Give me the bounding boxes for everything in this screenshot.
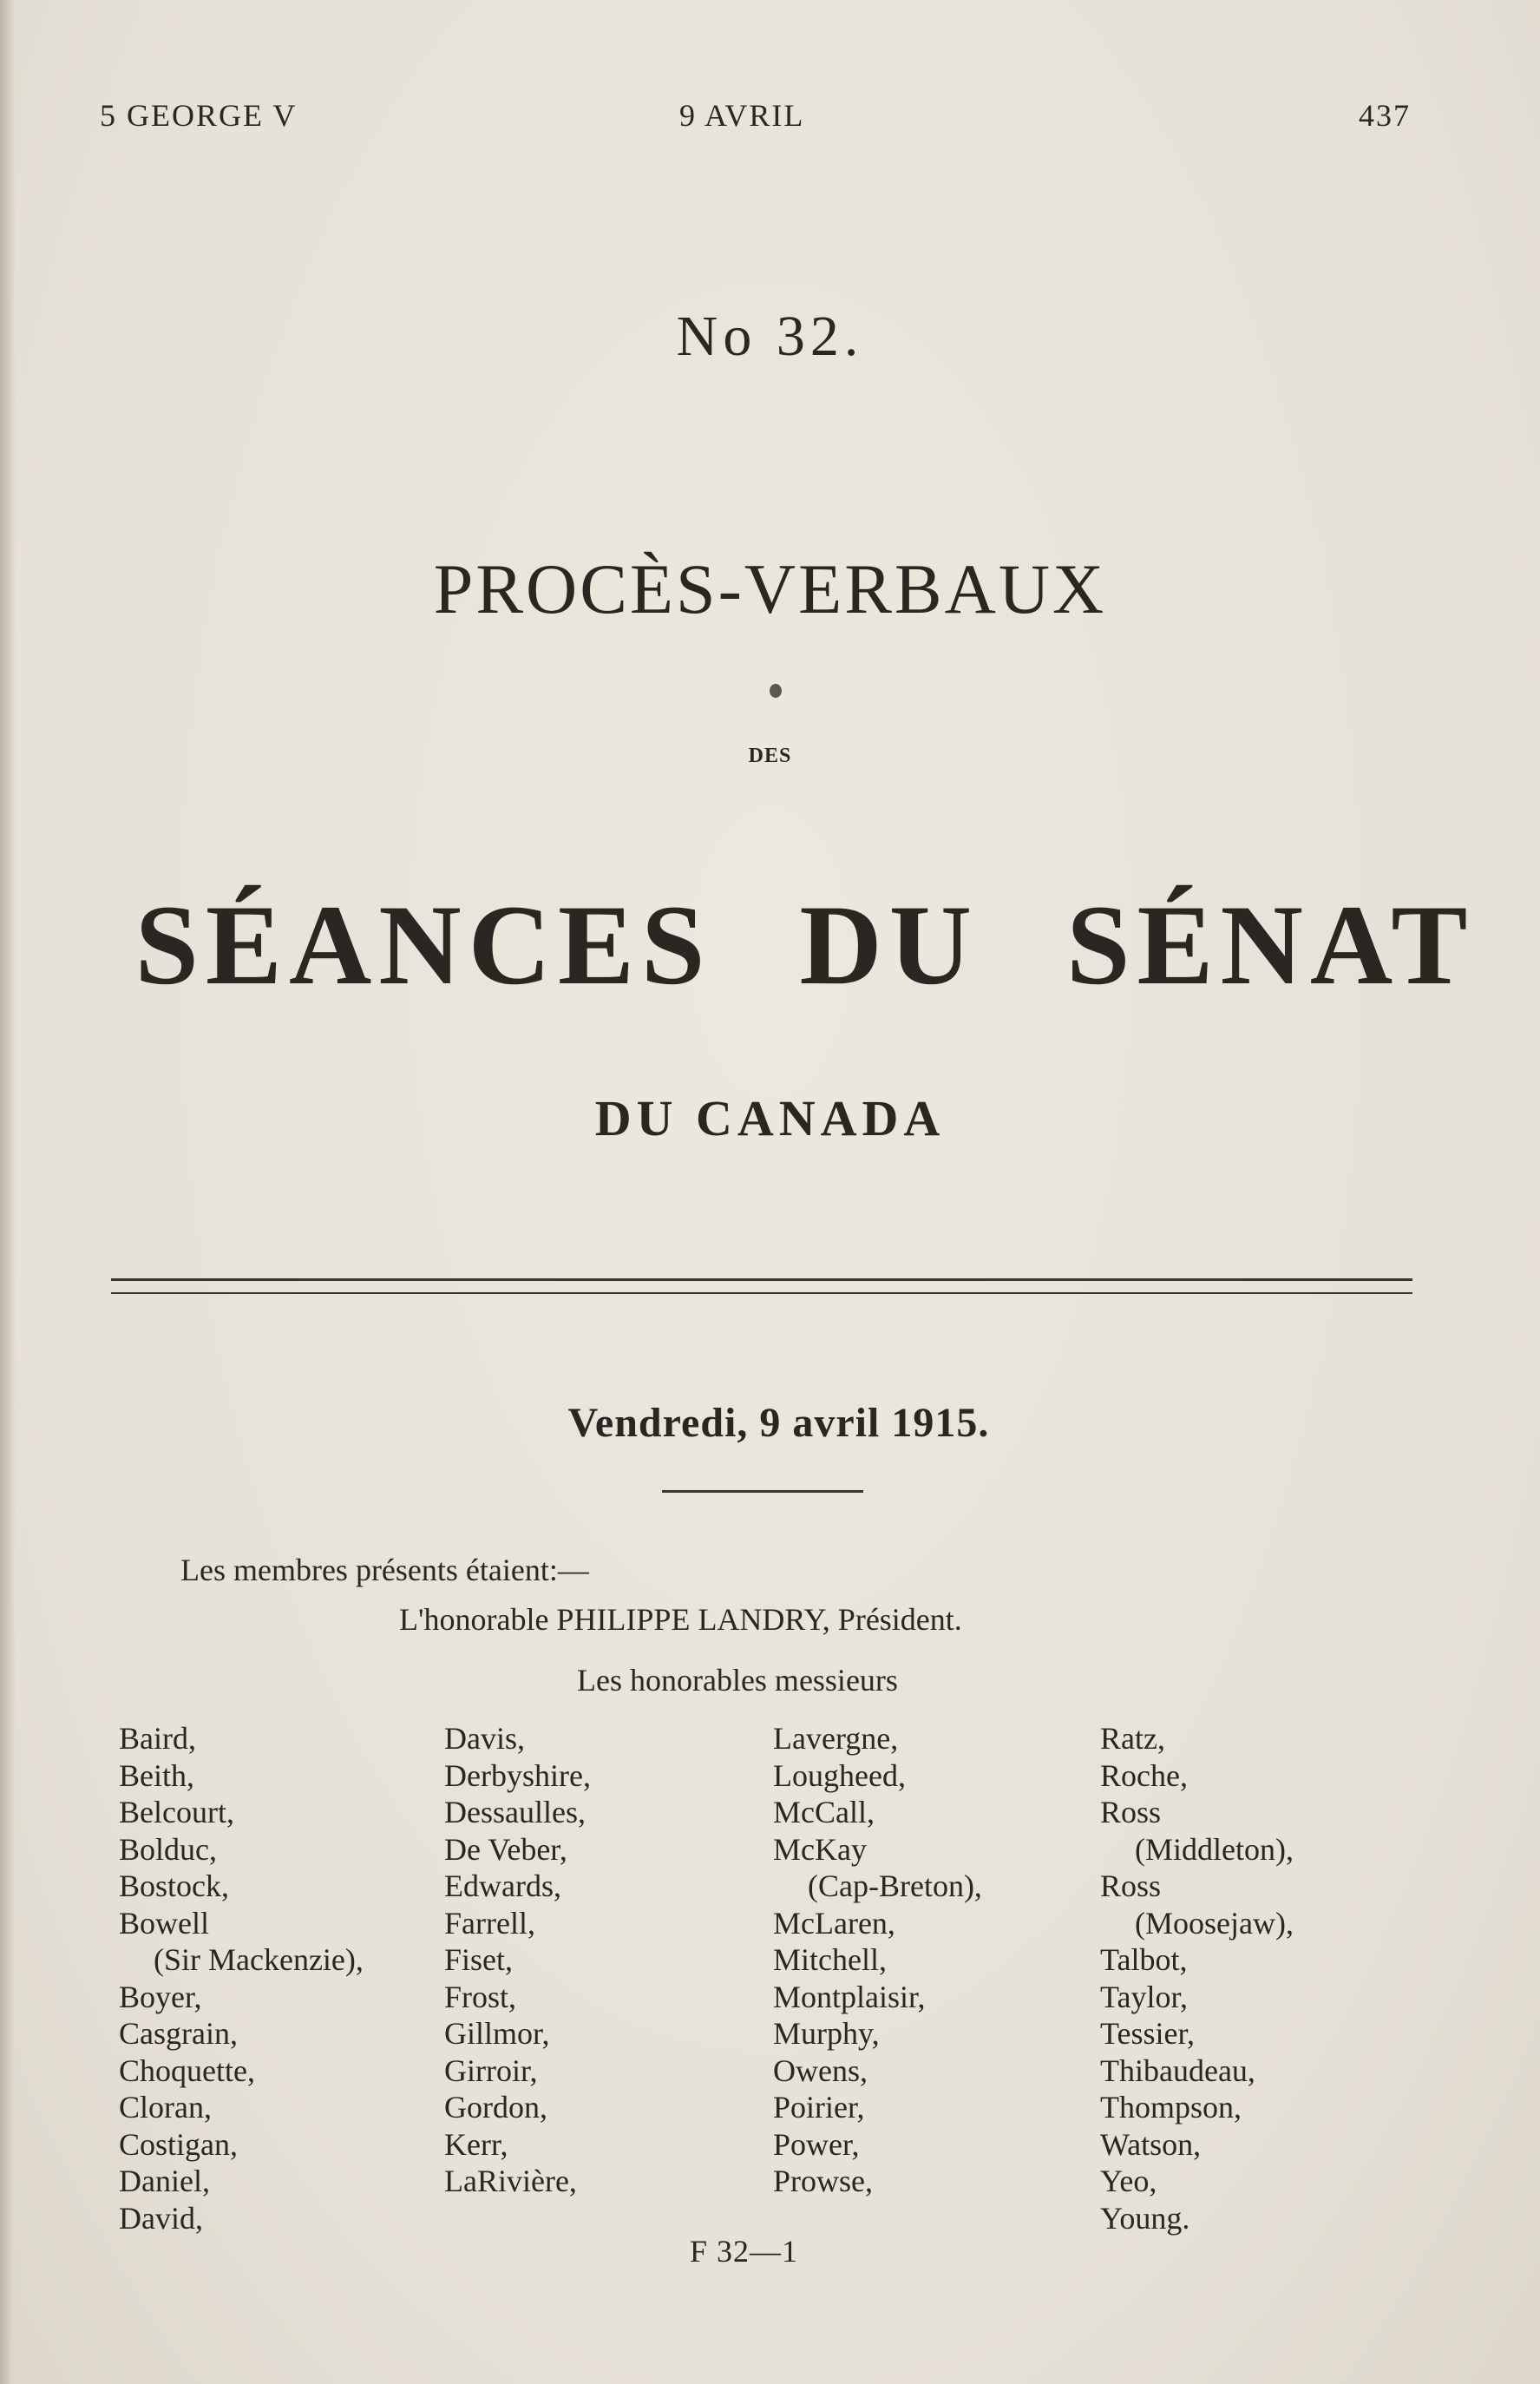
double-rule-top xyxy=(111,1278,1412,1281)
member-name: Ross xyxy=(1100,1795,1162,1829)
member-name: Kerr, xyxy=(444,2126,508,2162)
member-name: Davis, xyxy=(444,1721,525,1756)
member-name: Talbot, xyxy=(1100,1942,1188,1977)
member-name: Gordon, xyxy=(444,2090,547,2125)
member-name: Ratz, xyxy=(1100,1721,1165,1756)
member-name: McKay xyxy=(773,1831,867,1867)
members-column-1 xyxy=(119,1720,364,2236)
members-column-3 xyxy=(773,1720,982,2200)
member-name: Murphy, xyxy=(773,2016,880,2051)
member-name: Bowell xyxy=(119,1905,209,1941)
member-name: Farrell, xyxy=(444,1905,535,1941)
member-name: Prowse, xyxy=(773,2164,873,2198)
issue-number: No 32. xyxy=(676,305,864,368)
member-name: David, xyxy=(119,2200,203,2236)
member-name: McLaren, xyxy=(773,1905,895,1941)
member-name: Watson, xyxy=(1100,2126,1202,2162)
members-column-2 xyxy=(444,1720,591,2200)
date-rule xyxy=(662,1490,863,1493)
member-name: Thibaudeau, xyxy=(1100,2052,1255,2088)
member-name: Cloran, xyxy=(119,2090,212,2125)
member-name: Yeo, xyxy=(1100,2164,1157,2198)
member-name: Fiset, xyxy=(444,1942,514,1977)
header-left: 5 GEORGE V xyxy=(100,98,298,133)
session-date: Vendredi, 9 avril 1915. xyxy=(567,1400,990,1446)
member-name: Edwards, xyxy=(444,1868,561,1903)
member-name: Owens, xyxy=(773,2052,868,2088)
member-name: Poirier, xyxy=(773,2090,865,2125)
member-name: Thompson, xyxy=(1100,2090,1242,2125)
member-name: (Cap-Breton), xyxy=(808,1868,982,1903)
title-seances: SÉANCES DU SÉNAT xyxy=(134,881,1475,1008)
honorables-heading: Les honorables messieurs xyxy=(577,1663,898,1698)
member-name: De Veber, xyxy=(444,1831,567,1867)
member-name: Mitchell, xyxy=(773,1942,887,1977)
member-name: Dessaulles, xyxy=(444,1795,586,1829)
member-name: Lavergne, xyxy=(773,1721,899,1756)
member-name: (Sir Mackenzie), xyxy=(154,1942,364,1977)
member-name: Ross xyxy=(1100,1868,1162,1903)
member-name: (Middleton), xyxy=(1135,1831,1294,1867)
member-name: (Moosejaw), xyxy=(1135,1905,1294,1941)
member-name: Belcourt, xyxy=(119,1795,234,1829)
member-name: Daniel, xyxy=(119,2164,210,2198)
header-center: 9 AVRIL xyxy=(679,98,805,133)
member-name: Montplaisir, xyxy=(773,1979,926,2014)
member-name: McCall, xyxy=(773,1795,875,1829)
signature-mark: F 32—1 xyxy=(690,2234,799,2269)
member-name: Young. xyxy=(1100,2200,1190,2236)
member-name: Bostock, xyxy=(119,1868,230,1903)
member-name: Tessier, xyxy=(1100,2016,1196,2051)
members-intro: Les membres présents étaient:— xyxy=(180,1553,589,1587)
member-name: Girroir, xyxy=(444,2052,538,2088)
member-name: Roche, xyxy=(1100,1757,1188,1793)
title-des: DES xyxy=(748,745,792,767)
ornament-dot xyxy=(770,684,782,698)
member-name: Beith, xyxy=(119,1757,194,1793)
member-name: Casgrain, xyxy=(119,2016,238,2051)
member-name: Lougheed, xyxy=(773,1757,906,1793)
double-rule-bottom xyxy=(111,1292,1412,1294)
member-name: Derbyshire, xyxy=(444,1757,591,1793)
title-canada: DU CANADA xyxy=(594,1090,946,1146)
member-name: Bolduc, xyxy=(119,1831,217,1867)
page-number: 437 xyxy=(1359,98,1411,133)
member-name: Power, xyxy=(773,2126,860,2162)
member-name: Boyer, xyxy=(119,1979,202,2014)
title-proces-verbaux: PROCÈS-VERBAUX xyxy=(433,549,1107,628)
members-column-4 xyxy=(1100,1720,1294,2236)
member-name: Taylor, xyxy=(1100,1979,1189,2014)
member-name: Costigan, xyxy=(119,2126,239,2162)
member-name: Gillmor, xyxy=(444,2016,550,2051)
president-line: L'honorable PHILIPPE LANDRY, Président. xyxy=(399,1602,962,1637)
member-name: Baird, xyxy=(119,1721,196,1756)
member-name: Frost, xyxy=(444,1979,517,2014)
member-name: Choquette, xyxy=(119,2052,255,2088)
member-name: LaRivière, xyxy=(444,2164,577,2198)
